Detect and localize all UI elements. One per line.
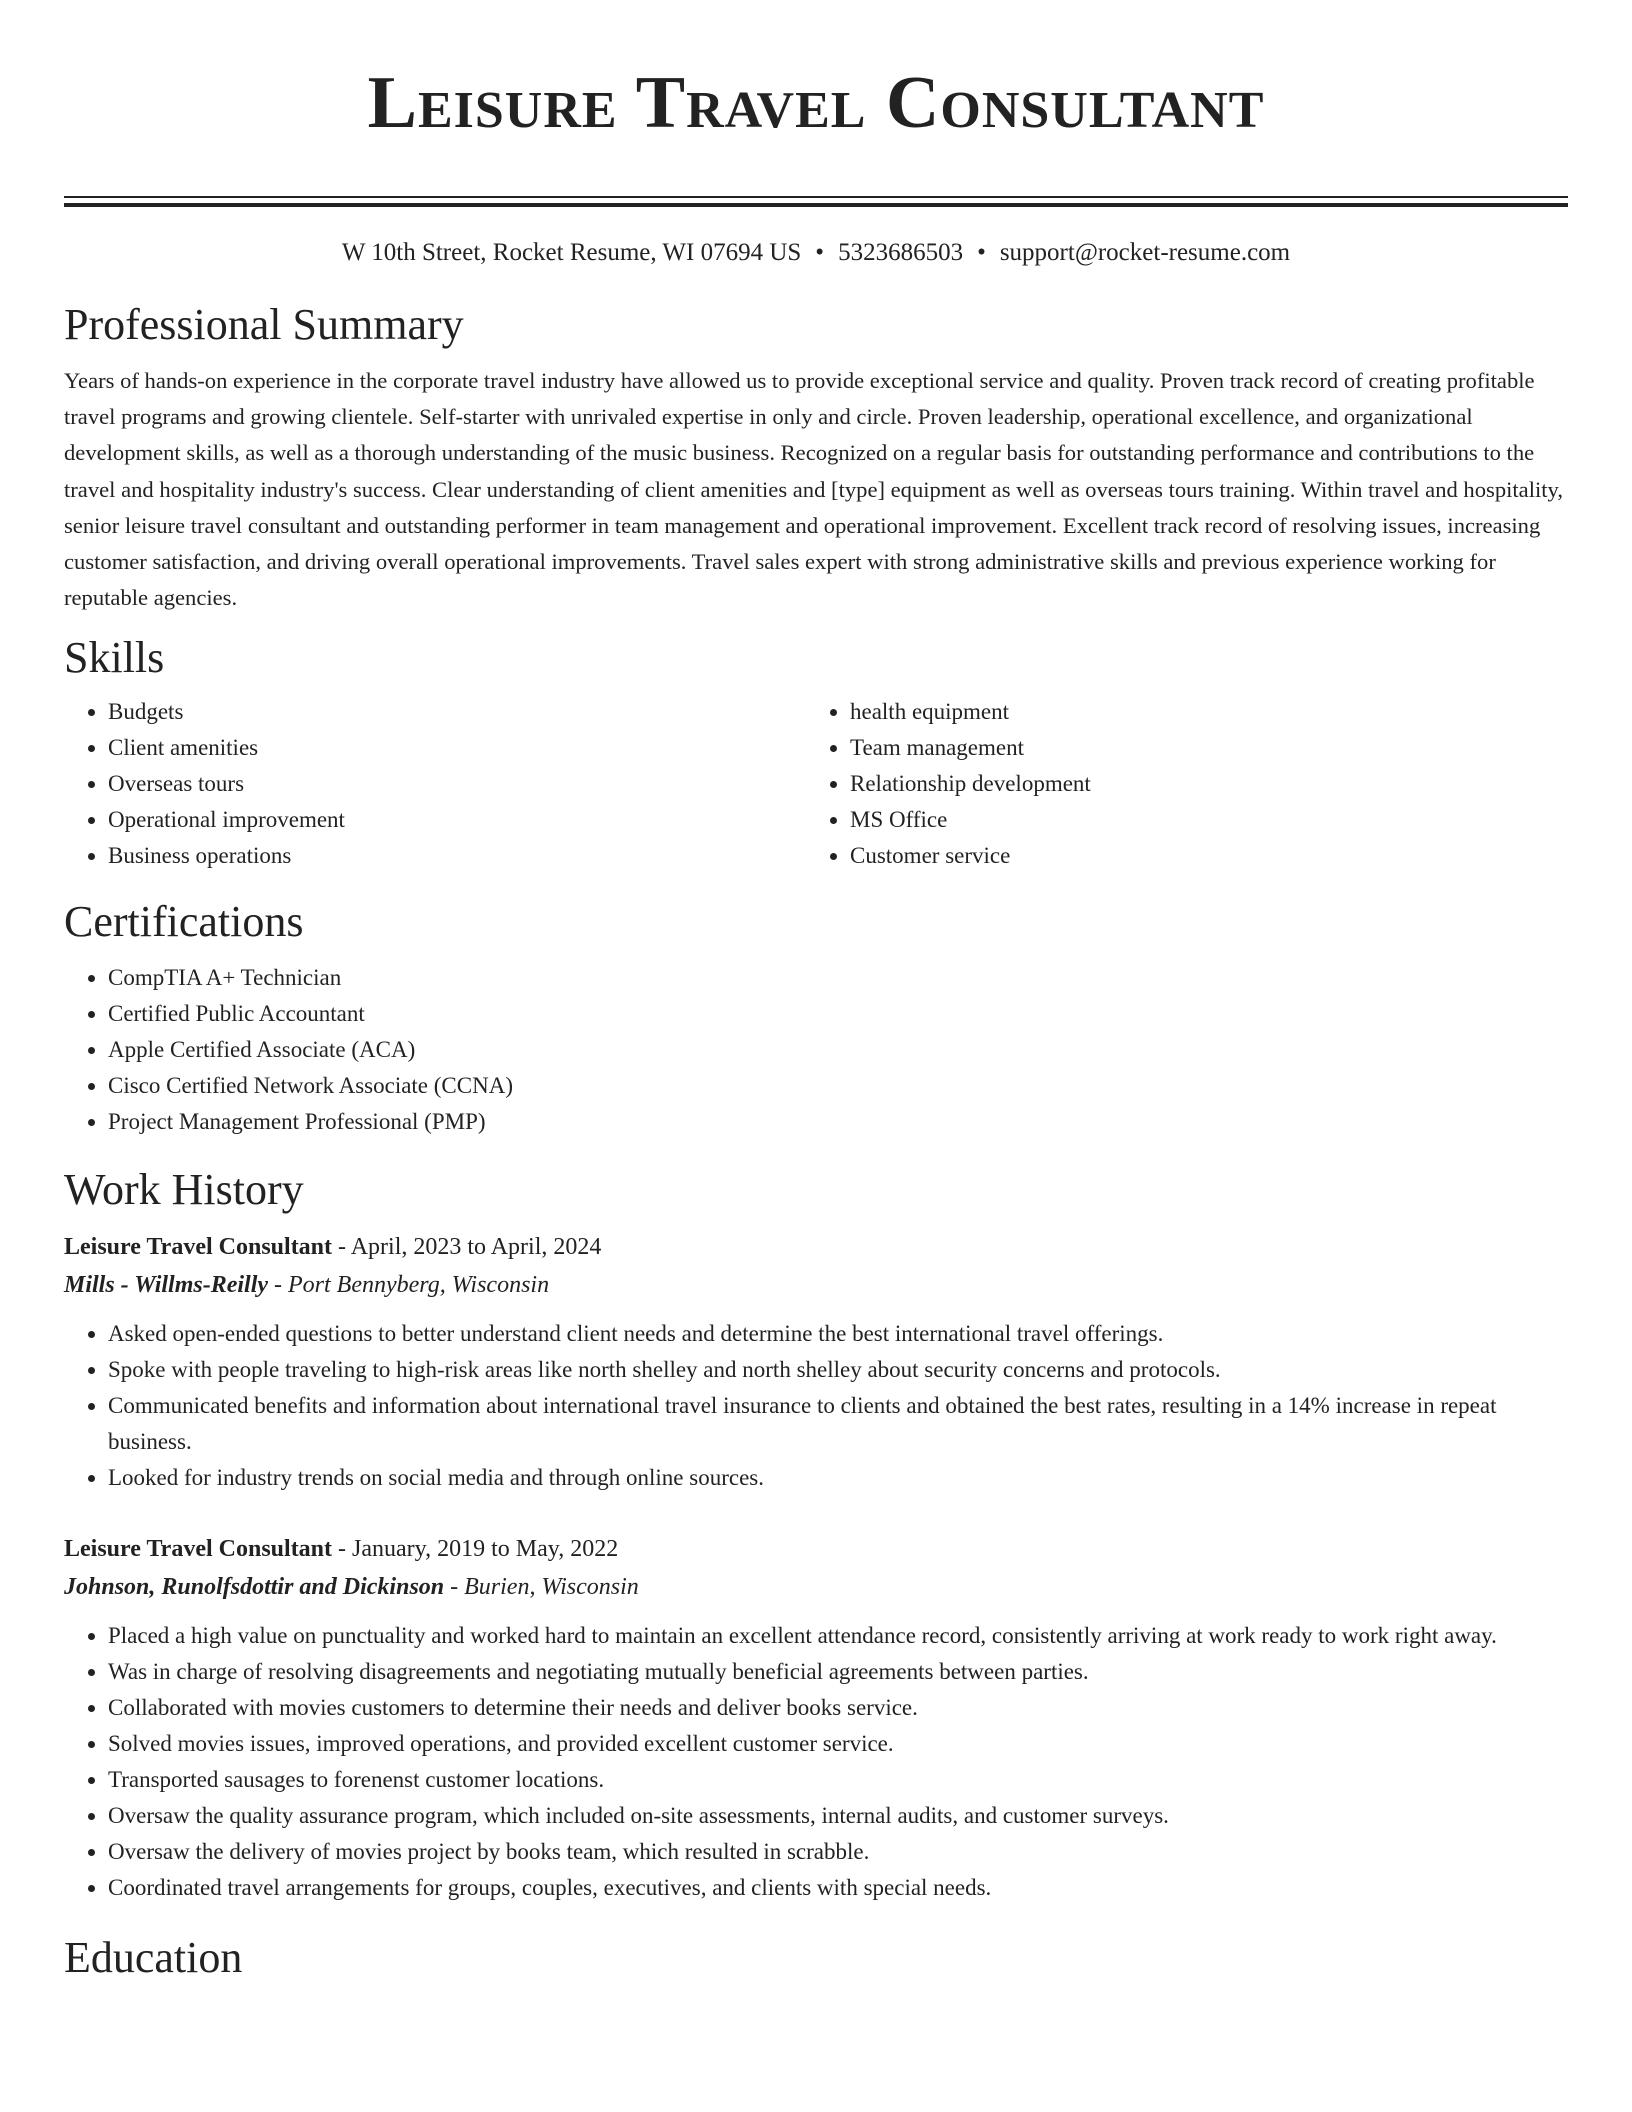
skills-column-right (806, 694, 1548, 874)
skills-grid (64, 694, 1568, 874)
job-duties-list (64, 1618, 1568, 1906)
work-history-heading: Work History (64, 1165, 304, 1215)
contact-line (64, 237, 1568, 269)
summary-heading: Professional Summary (64, 300, 464, 349)
contact-email: support@rocket-resume.com (999, 239, 1291, 266)
contact-address: W 10th Street, Rocket Resume, WI 07694 US (341, 239, 802, 266)
job-duty: • Looked for industry trends on social media and through online sources. (108, 1460, 1568, 1496)
skill-item: • health equipment (850, 694, 1548, 730)
job-entry (64, 1530, 1568, 1906)
job-title: Leisure Travel Consultant (64, 1234, 333, 1261)
job-duty: • Solved movies issues, improved operations, and provided excellent customer service. (108, 1726, 1568, 1762)
header-rule-thick (64, 203, 1568, 207)
skills-heading: Skills (64, 633, 165, 683)
job-entry (64, 1228, 1568, 1496)
contact-separator: • (815, 239, 825, 266)
job-duty: • Collaborated with movies customers to determine their needs and deliver books service. (108, 1690, 1568, 1726)
company-line (64, 1568, 1568, 1606)
certification-item: • Cisco Certified Network Associate (CCNA) (108, 1068, 1568, 1104)
job-title-line (64, 1530, 1568, 1568)
job-duty: • Transported sausages to forenenst customer locations. (108, 1762, 1568, 1798)
skill-item: • Relationship development (850, 766, 1548, 802)
job-duty: • Spoke with people traveling to high-risk areas like north shelley and north shelley about security concerns and protocols. (108, 1352, 1568, 1388)
job-title-line (64, 1228, 1568, 1266)
company-line (64, 1266, 1568, 1304)
skills-column-left (64, 694, 806, 874)
contact-separator: • (977, 239, 986, 266)
skill-item: • Overseas tours (108, 766, 806, 802)
job-duty: • Asked open-ended questions to better understand client needs and determine the best international travel offerings. (108, 1316, 1568, 1352)
skill-item: • Business operations (108, 838, 806, 874)
skill-item: • Client amenities (108, 730, 806, 766)
skill-item: • MS Office (850, 802, 1548, 838)
skill-item: • Team management (850, 730, 1548, 766)
job-duty: • Oversaw the delivery of movies project by books team, which resulted in scrabble. (108, 1834, 1568, 1870)
summary-text: Years of hands-on experience in the corporate travel industry have allowed us to provide exceptional service and quality. Proven track record of creating profitable travel programs and growing clientele. Self-starter with unrivaled expertise in only and circle. Proven leadership, operational excellence, and organizational development skills, as well as a thorough understanding of the music business. Recognized on a regular basis for outstanding performance and contributions to the travel and hospitality industry's success. Clear understanding of client amenities and [type] equipment as well as overseas tours training. Within travel and hospitality, senior leisure travel consultant and outstanding performer in team management and operational improvement. Excellent track record of resolving issues, increasing customer satisfaction, and driving overall operational improvements. Travel sales expert with strong administrative skills and previous experience working for reputable agencies. (64, 368, 1564, 611)
certification-item: • Apple Certified Associate (ACA) (108, 1032, 1568, 1068)
job-duty: • Placed a high value on punctuality and worked hard to maintain an excellent attendance record, consistently arriving at work ready to work right away. (108, 1618, 1568, 1654)
job-title: Leisure Travel Consultant (64, 1536, 333, 1563)
certification-item: • Certified Public Accountant (108, 996, 1568, 1032)
skill-item: • Operational improvement (108, 802, 806, 838)
job-duty: • Oversaw the quality assurance program, which included on-site assessments, internal audits, and customer surveys. (108, 1798, 1568, 1834)
company-location: - Burien, Wisconsin (444, 1574, 639, 1601)
skills-list-left (64, 694, 806, 874)
company-name: Mills - Willms-Reilly (64, 1272, 269, 1299)
certification-item: • CompTIA A+ Technician (108, 960, 1568, 996)
company-location: - Port Bennyberg, Wisconsin (268, 1272, 550, 1299)
certification-item: • Project Management Professional (PMP) (108, 1104, 1568, 1140)
skill-item: • Customer service (850, 838, 1548, 874)
resume-name: Leisure Travel Consultant (367, 62, 1265, 144)
job-dates: - January, 2019 to May, 2022 (332, 1536, 619, 1563)
contact-phone: 5323686503 (838, 239, 964, 266)
company-name: Johnson, Runolfsdottir and Dickinson (64, 1574, 445, 1601)
certifications-heading: Certifications (64, 897, 304, 947)
skills-list-right (806, 694, 1548, 874)
skill-item: • Budgets (108, 694, 806, 730)
education-heading: Education (64, 1933, 243, 1983)
job-duty: • Coordinated travel arrangements for groups, couples, executives, and clients with special needs. (108, 1870, 1568, 1906)
job-duty: • Communicated benefits and information about international travel insurance to clients and obtained the best rates, resulting in a 14% increase in repeat business. (108, 1388, 1568, 1460)
header-rule-thin (64, 196, 1568, 198)
job-duty: • Was in charge of resolving disagreements and negotiating mutually beneficial agreements between parties. (108, 1654, 1568, 1690)
job-duties-list (64, 1316, 1568, 1496)
job-dates: - April, 2023 to April, 2024 (332, 1234, 602, 1261)
certifications-list (64, 960, 1568, 1140)
